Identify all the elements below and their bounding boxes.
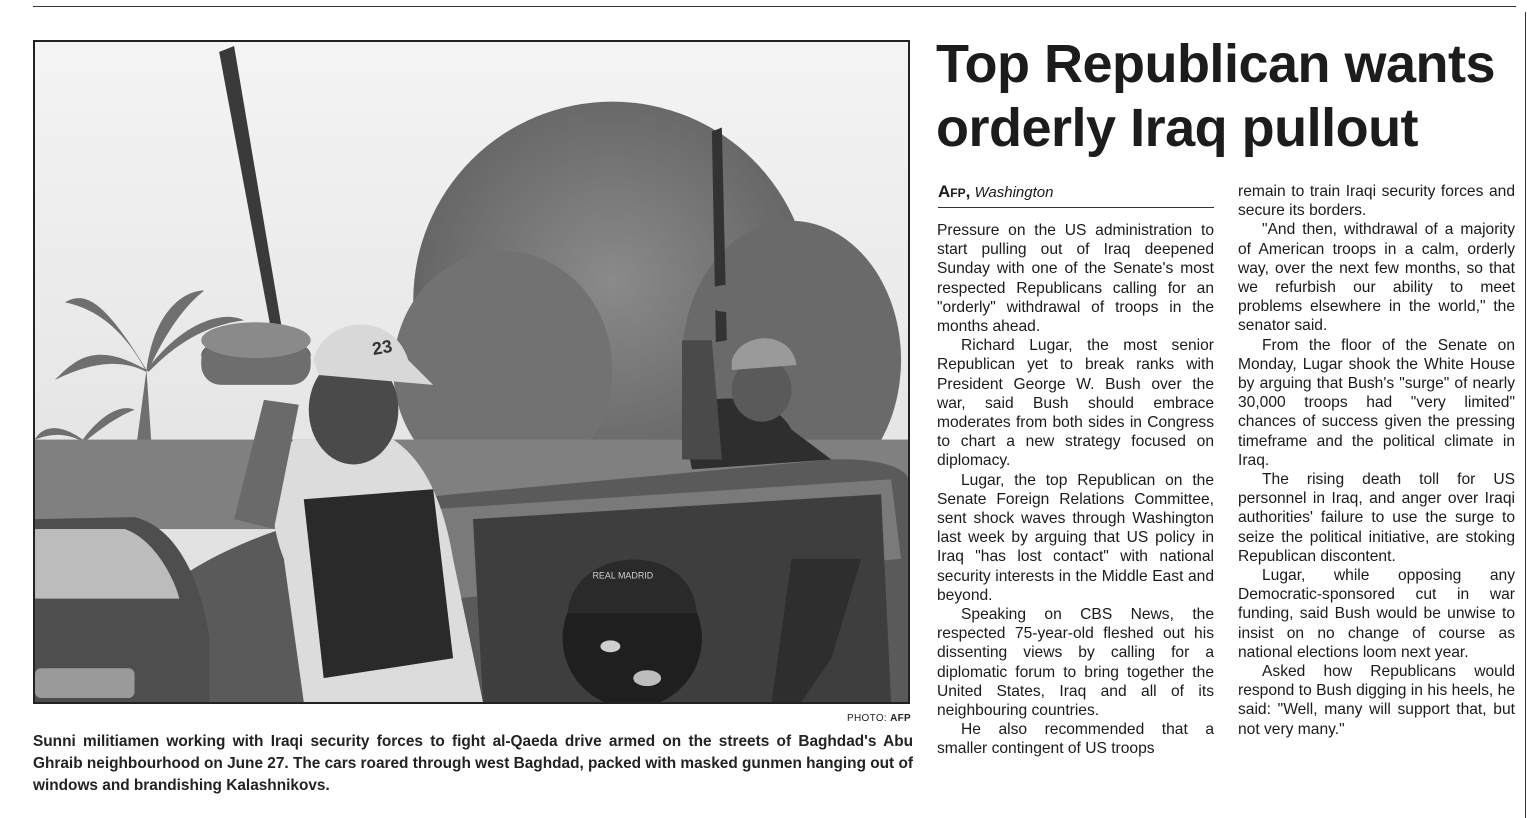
article-paragraph: Richard Lugar, the most senior Republican yet to break ranks with President George W. Bush over the war, said Bush should embrace moderates from both sides in Congress to chart a new strategy focused on diplomacy. xyxy=(937,337,1214,470)
top-rule xyxy=(33,6,1516,7)
photo-credit-source: AFP xyxy=(890,713,911,724)
article-paragraph: "And then, withdrawal of a majority of American troops in a calm, orderly way, over the next few months, so that we refurbish our ability to meet problems elsewhere in the world," the senator said. xyxy=(1238,221,1515,335)
byline-rule xyxy=(938,207,1214,208)
byline-agency: Afp, xyxy=(938,182,971,201)
article-paragraph: Pressure on the US administration to start pulling out of Iraq deepened Sunday with one of the Senate's most respected Republicans calling for an "orderly" withdrawal of troops in the months ahead. xyxy=(937,222,1214,336)
article-paragraph: The rising death toll for US personnel in Iraq, and anger over Iraqi authorities' failure to use the surge to seize the political initiative, are stoking Republican discontent. xyxy=(1238,471,1515,565)
cap-logo-text: REAL MADRID xyxy=(592,570,654,581)
news-photo xyxy=(33,40,910,704)
photo-caption: Sunni militiamen working with Iraqi security forces to fight al-Qaeda drive armed on the streets of Baghdad's Abu Ghraib neighbourhood on June 27. The cars roared through west Baghdad, packed with masked gunmen hanging out of windows and brandishing Kalashnikovs. xyxy=(33,733,913,794)
photo-illustration xyxy=(35,42,908,702)
photo-credit xyxy=(780,713,911,724)
article-paragraph: Asked how Republicans would respond to Bush digging in his heels, he said: "Well, many will support that, but not very many." xyxy=(1238,663,1515,738)
byline xyxy=(938,182,1214,203)
article-paragraph: remain to train Iraqi security forces and secure its borders. xyxy=(1238,183,1515,220)
article-paragraph: From the floor of the Senate on Monday, Lugar shook the White House by arguing that Bush's "surge" of nearly 30,000 troops had "very limited" chances of success given the pressing timeframe and the political climate in Iraq. xyxy=(1238,336,1515,469)
headline: Top Republican wants orderly Iraq pullout xyxy=(936,34,1496,158)
article-column-2 xyxy=(1238,182,1515,739)
article-paragraph: Lugar, the top Republican on the Senate Foreign Relations Committee, sent shock waves through Washington last week by arguing that US policy in Iraq "has lost contact" with national security interests in the Middle East and beyond. xyxy=(937,471,1214,604)
photo-credit-label: PHOTO: xyxy=(847,713,887,724)
article-paragraph: He also recommended that a smaller contingent of US troops xyxy=(937,721,1214,758)
article-paragraph: Speaking on CBS News, the respected 75-year-old fleshed out his dissenting views by calling for a diplomatic forum to bring together the United States, Iraq and all of its neighbouring countries. xyxy=(937,606,1214,720)
byline-place: Washington xyxy=(974,184,1054,201)
article-column-1 xyxy=(937,221,1214,759)
article-paragraph: Lugar, while opposing any Democratic-sponsored cut in war funding, said Bush would be unwise to insist on no change of course as national elections loom next year. xyxy=(1238,567,1515,661)
cap-number: 23 xyxy=(370,335,394,360)
